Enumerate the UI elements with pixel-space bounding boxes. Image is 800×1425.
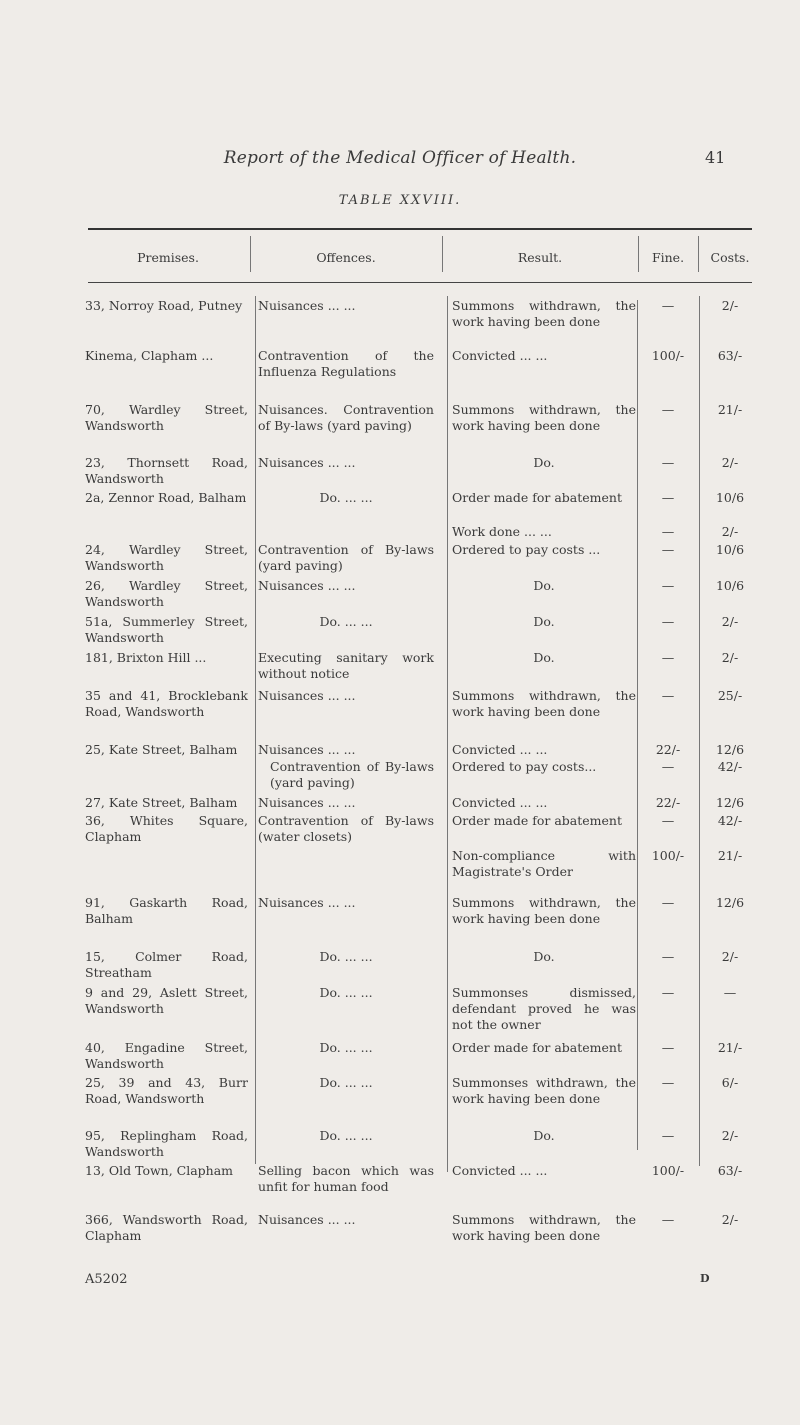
- fine-cell: —: [661, 490, 675, 505]
- result-cell: Convicted ... ...: [452, 795, 548, 810]
- costs-cell: 21/-: [717, 402, 743, 417]
- fine-cell: 22/-: [655, 742, 681, 757]
- premises-cell: Kinema, Clapham ...: [85, 348, 214, 363]
- fine-cell: —: [661, 455, 675, 470]
- fine-cell: —: [661, 813, 675, 828]
- fine-cell: 100/-: [651, 1163, 685, 1178]
- offence-cell: Nuisances ... ...: [258, 688, 356, 703]
- offence-cell: Contravention of By-laws (water closets): [258, 813, 434, 844]
- column-divider: [255, 296, 256, 1164]
- result-cell: Do.: [533, 455, 555, 470]
- result-cell: Ordered to pay costs ...: [452, 542, 601, 557]
- header-divider: [698, 236, 699, 272]
- costs-cell: 10/6: [715, 490, 745, 505]
- fine-cell: —: [661, 1040, 675, 1055]
- result-cell: Summons withdrawn, the work having been done: [452, 1212, 636, 1243]
- offence-cell: Nuisances ... ...: [258, 455, 356, 470]
- costs-cell: 2/-: [721, 949, 739, 964]
- costs-cell: 2/-: [721, 614, 739, 629]
- fine-cell: —: [661, 542, 675, 557]
- offence-cell: Nuisances ... ...: [258, 1212, 356, 1227]
- costs-cell: 12/6: [715, 742, 745, 757]
- column-header-result: Result.: [517, 250, 563, 265]
- column-divider: [699, 296, 700, 1166]
- costs-cell: 2/-: [721, 524, 739, 539]
- premises-cell: 95, Replingham Road, Wandsworth: [85, 1128, 248, 1159]
- column-header-premises: Premises.: [137, 250, 199, 265]
- costs-cell: 2/-: [721, 1128, 739, 1143]
- premises-cell: 24, Wardley Street, Wandsworth: [85, 542, 248, 573]
- premises-cell: 25, 39 and 43, Burr Road, Wandsworth: [85, 1075, 248, 1106]
- costs-cell: 21/-: [717, 1040, 743, 1055]
- fine-cell: —: [661, 614, 675, 629]
- result-cell: Convicted ... ...: [452, 348, 548, 363]
- costs-cell: 21/-: [717, 848, 743, 863]
- premises-cell: 51a, Summerley Street, Wandsworth: [85, 614, 248, 645]
- offence-cell: Nuisances ... ...: [258, 578, 356, 593]
- result-cell: Do.: [533, 949, 555, 964]
- fine-cell: 22/-: [655, 795, 681, 810]
- column-header-fine: Fine.: [651, 250, 685, 265]
- result-cell: Convicted ... ...: [452, 742, 548, 757]
- result-cell: Convicted ... ...: [452, 1163, 548, 1178]
- result-cell: Do.: [533, 614, 555, 629]
- header-divider: [638, 236, 639, 272]
- premises-cell: 181, Brixton Hill ...: [85, 650, 207, 665]
- page-number: 41: [705, 148, 726, 167]
- offence-cell: Contravention of By-laws (yard paving): [270, 759, 434, 790]
- costs-cell: 63/-: [717, 348, 743, 363]
- offence-cell: Nuisances ... ...: [258, 298, 356, 313]
- costs-cell: 2/-: [721, 298, 739, 313]
- result-cell: Do.: [533, 650, 555, 665]
- column-header-costs: Costs.: [710, 250, 750, 265]
- result-cell: Do.: [533, 578, 555, 593]
- result-cell: Order made for abatement: [452, 490, 623, 505]
- offence-cell: Nuisances ... ...: [258, 795, 356, 810]
- offence-cell: Do. ... ...: [319, 1040, 373, 1055]
- premises-cell: 35 and 41, Brocklebank Road, Wandsworth: [85, 688, 248, 719]
- premises-cell: 33, Norroy Road, Putney: [85, 298, 243, 313]
- costs-cell: —: [723, 985, 737, 1000]
- fine-cell: —: [661, 895, 675, 910]
- premises-cell: 70, Wardley Street, Wandsworth: [85, 402, 248, 433]
- result-cell: Summons withdrawn, the work having been done: [452, 895, 636, 926]
- premises-cell: 13, Old Town, Clapham: [85, 1163, 234, 1178]
- result-cell: Summons withdrawn, the work having been done: [452, 402, 636, 433]
- offence-cell: Nuisances ... ...: [258, 742, 356, 757]
- header-divider: [250, 236, 251, 272]
- premises-cell: 36, Whites Square, Clapham: [85, 813, 248, 844]
- costs-cell: 42/-: [717, 813, 743, 828]
- result-cell: Do.: [533, 1128, 555, 1143]
- costs-cell: 10/6: [715, 542, 745, 557]
- result-cell: Summonses withdrawn, the work having been done: [452, 1075, 636, 1106]
- fine-cell: —: [661, 1128, 675, 1143]
- offence-cell: Selling bacon which was unfit for human food: [258, 1163, 434, 1194]
- premises-cell: 40, Engadine Street, Wandsworth: [85, 1040, 248, 1071]
- costs-cell: 2/-: [721, 1212, 739, 1227]
- costs-cell: 12/6: [715, 795, 745, 810]
- offence-cell: Do. ... ...: [319, 490, 373, 505]
- premises-cell: 25, Kate Street, Balham: [85, 742, 238, 757]
- offence-cell: Nuisances ... ...: [258, 895, 356, 910]
- fine-cell: —: [661, 759, 675, 774]
- premises-cell: 2a, Zennor Road, Balham: [85, 490, 247, 505]
- offence-cell: Do. ... ...: [319, 1075, 373, 1090]
- premises-cell: 366, Wandsworth Road, Clapham: [85, 1212, 248, 1243]
- costs-cell: 25/-: [717, 688, 743, 703]
- fine-cell: —: [661, 985, 675, 1000]
- costs-cell: 10/6: [715, 578, 745, 593]
- premises-cell: 23, Thornsett Road, Wandsworth: [85, 455, 248, 486]
- offence-cell: Do. ... ...: [319, 985, 373, 1000]
- header-divider: [442, 236, 443, 272]
- premises-cell: 26, Wardley Street, Wandsworth: [85, 578, 248, 609]
- offence-cell: Nuisances. Contravention of By-laws (yard paving): [258, 402, 434, 433]
- premises-cell: 91, Gaskarth Road, Balham: [85, 895, 248, 926]
- result-cell: Work done ... ...: [452, 524, 552, 539]
- fine-cell: 100/-: [651, 348, 685, 363]
- result-cell: Order made for abatement: [452, 813, 623, 828]
- table-header-rule: [88, 282, 752, 283]
- costs-cell: 2/-: [721, 455, 739, 470]
- costs-cell: 2/-: [721, 650, 739, 665]
- result-cell: Summonses dismissed, defendant proved he was not the owner: [452, 985, 636, 1032]
- result-cell: Ordered to pay costs...: [452, 759, 597, 774]
- offence-cell: Do. ... ...: [319, 1128, 373, 1143]
- offence-cell: Do. ... ...: [319, 614, 373, 629]
- result-cell: Summons withdrawn, the work having been done: [452, 688, 636, 719]
- offence-cell: Do. ... ...: [319, 949, 373, 964]
- column-divider: [637, 300, 638, 1150]
- fine-cell: —: [661, 1075, 675, 1090]
- print-code: A5202: [85, 1272, 128, 1287]
- fine-cell: —: [661, 402, 675, 417]
- fine-cell: —: [661, 1212, 675, 1227]
- costs-cell: 6/-: [721, 1075, 739, 1090]
- column-header-offences: Offences.: [316, 250, 376, 265]
- fine-cell: —: [661, 298, 675, 313]
- offence-cell: Contravention of By-laws (yard paving): [258, 542, 434, 573]
- result-cell: Summons withdrawn, the work having been done: [452, 298, 636, 329]
- costs-cell: 63/-: [717, 1163, 743, 1178]
- table-top-rule: [88, 228, 752, 230]
- table-title: TABLE XXVIII.: [338, 193, 462, 208]
- fine-cell: —: [661, 524, 675, 539]
- result-cell: Non-compliance with Magistrate's Order: [452, 848, 636, 879]
- premises-cell: 15, Colmer Road, Streatham: [85, 949, 248, 980]
- result-cell: Order made for abatement: [452, 1040, 623, 1055]
- column-divider: [447, 296, 448, 1172]
- offence-cell: Contravention of the Influenza Regulations: [258, 348, 434, 379]
- fine-cell: —: [661, 578, 675, 593]
- costs-cell: 12/6: [715, 895, 745, 910]
- premises-cell: 27, Kate Street, Balham: [85, 795, 238, 810]
- report-title: Report of the Medical Officer of Health.: [223, 148, 577, 168]
- fine-cell: 100/-: [651, 848, 685, 863]
- offence-cell: Executing sanitary work without notice: [258, 650, 434, 681]
- costs-cell: 42/-: [717, 759, 743, 774]
- fine-cell: —: [661, 949, 675, 964]
- signature-mark: D: [700, 1272, 710, 1285]
- fine-cell: —: [661, 688, 675, 703]
- premises-cell: 9 and 29, Aslett Street, Wandsworth: [85, 985, 248, 1016]
- fine-cell: —: [661, 650, 675, 665]
